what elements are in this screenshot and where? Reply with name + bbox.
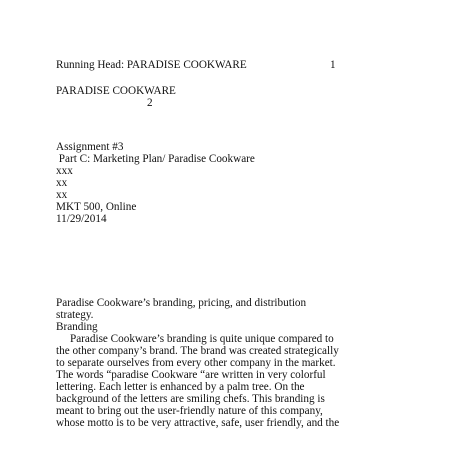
paragraph-line: The words “paradise Cookware “are written in very colorful	[56, 369, 326, 381]
course-name: MKT 500, Online	[56, 201, 137, 213]
placeholder-line-1: xxx	[56, 165, 73, 177]
placeholder-line-2: xx	[56, 177, 68, 189]
running-head: Running Head: PARADISE COOKWARE	[56, 59, 247, 71]
page-number-1: 1	[330, 59, 336, 71]
section-heading-branding: Branding	[56, 321, 98, 333]
assignment-part: Part C: Marketing Plan/ Paradise Cookware	[56, 153, 255, 165]
paragraph-line: to separate ourselves from every other company in the market.	[56, 357, 336, 369]
intro-line-2: strategy.	[56, 309, 94, 321]
paragraph-line: lettering. Each letter is enhanced by a palm tree. On the	[56, 381, 305, 393]
placeholder-line-3: xx	[56, 189, 68, 201]
intro-line-1: Paradise Cookware’s branding, pricing, and distribution	[56, 297, 307, 309]
paragraph-line: whose motto is to be very attractive, safe, user friendly, and the	[56, 417, 340, 429]
assignment-number: Assignment #3	[56, 141, 124, 153]
page-number-2: 2	[147, 97, 153, 109]
paragraph-line: meant to bring out the user-friendly nature of this company,	[56, 405, 323, 417]
paragraph-line: the other company’s brand. The brand was created strategically	[56, 345, 339, 357]
submission-date: 11/29/2014	[56, 213, 107, 225]
paragraph-line: background of the letters are smiling chefs. This branding is	[56, 393, 325, 405]
document-title: PARADISE COOKWARE	[56, 85, 176, 97]
paragraph-line: Paradise Cookware’s branding is quite unique compared to	[56, 333, 334, 345]
